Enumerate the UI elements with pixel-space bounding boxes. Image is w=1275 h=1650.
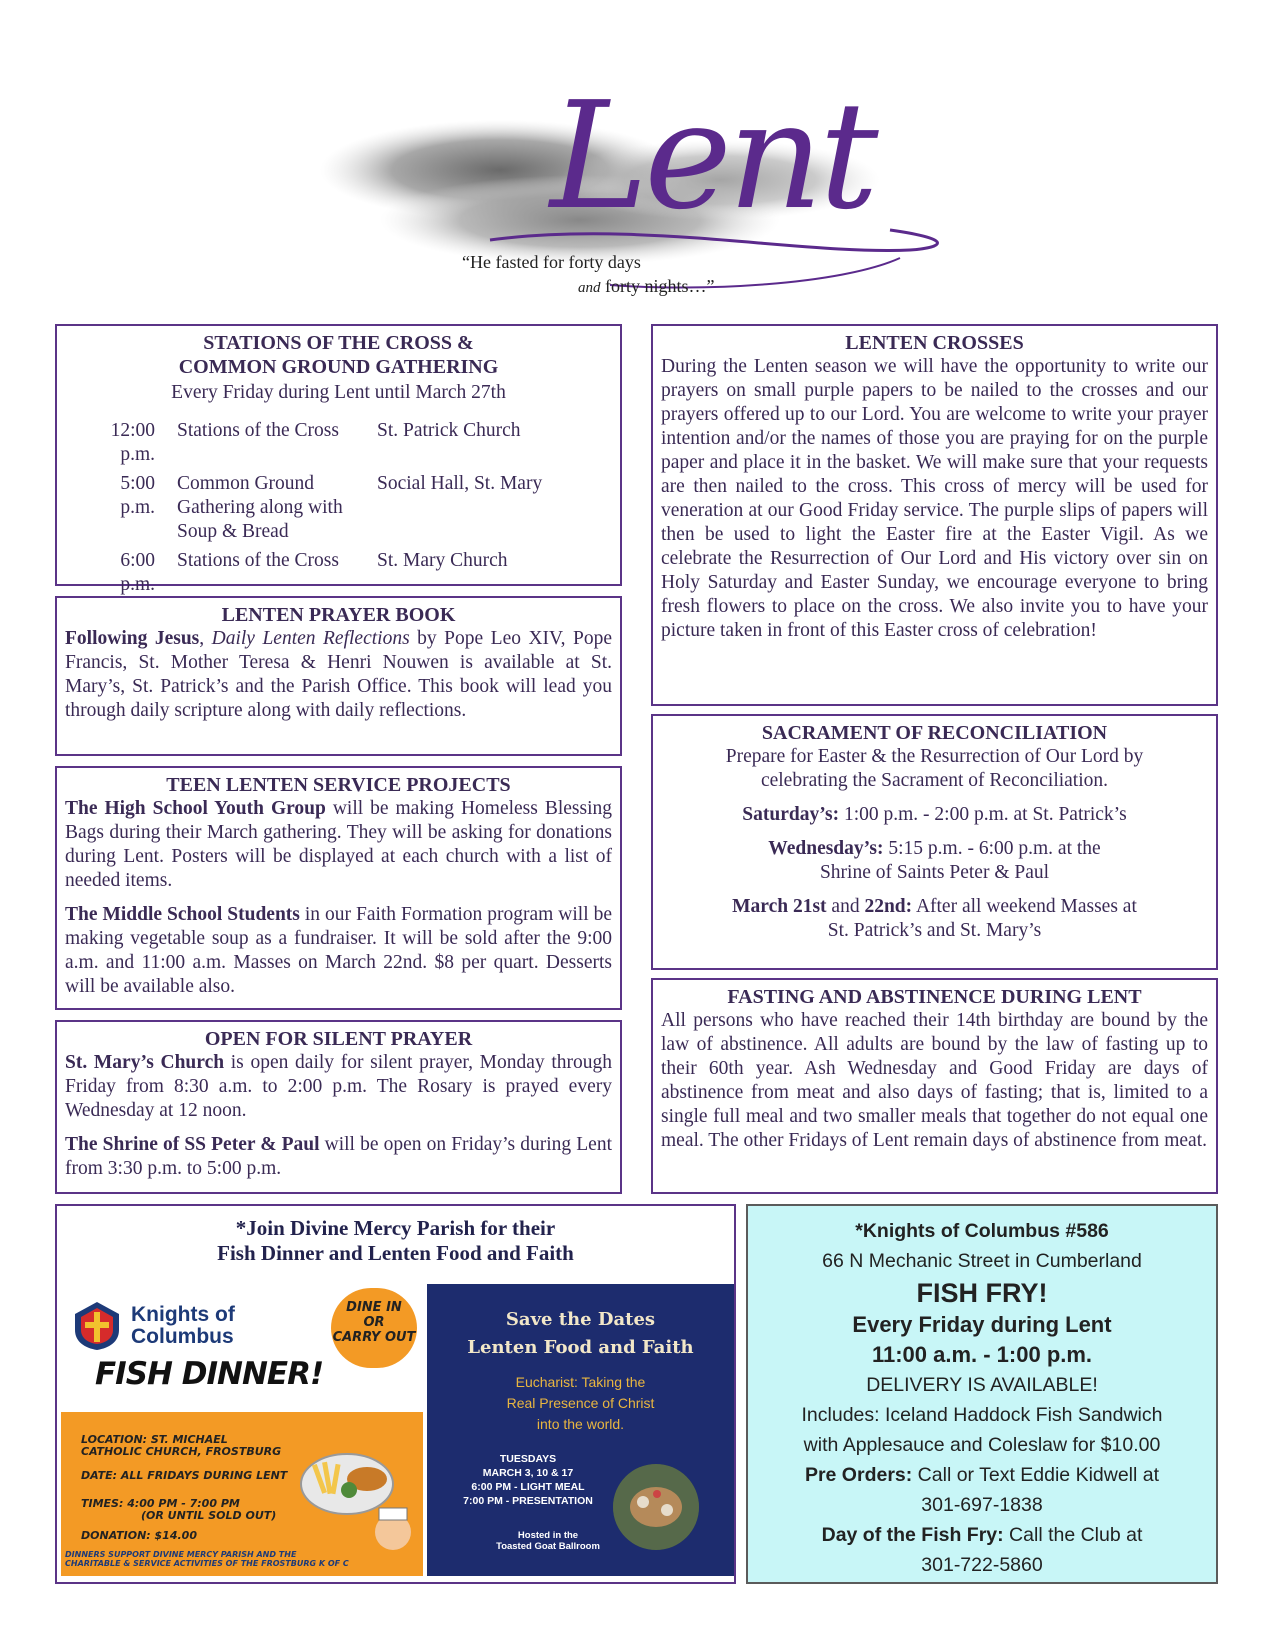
flyer2-presentation: 7:00 PM - PRESENTATION	[463, 1495, 593, 1507]
reconciliation-box	[651, 714, 1218, 970]
schedule-place: St. Patrick Church	[377, 420, 521, 441]
schedule-time: 5:00 p.m.	[120, 473, 155, 518]
recon-wed-label: Wednesday’s:	[768, 838, 884, 859]
recon-march	[661, 895, 1208, 919]
flyer-footer-2: CHARITABLE & SERVICE ACTIVITIES OF THE FROSTBURG K OF C	[65, 1559, 349, 1568]
schedule-event: Stations of the Cross	[177, 420, 339, 441]
flyer2-day: TUESDAYS	[499, 1453, 557, 1465]
flyer-times-2: (OR UNTIL SOLD OUT)	[141, 1509, 277, 1522]
fasting-title: FASTING AND ABSTINENCE DURING LENT	[727, 986, 1142, 1008]
flyer-date: DATE: ALL FRIDAYS DURING LENT	[81, 1469, 288, 1482]
quote-line-2-text: forty nights…”	[600, 276, 715, 296]
silent-p2-bold: The Shrine of SS Peter & Paul	[65, 1134, 320, 1155]
knights-when: Every Friday during Lent	[852, 1312, 1112, 1337]
quote-line-2	[578, 276, 715, 297]
day-of-text: Call the Club at	[1003, 1524, 1143, 1546]
recon-sat-text: 1:00 p.m. - 2:00 p.m. at St. Patrick’s	[839, 804, 1127, 825]
flyer-location-1: LOCATION: ST. MICHAEL	[81, 1433, 228, 1446]
schedule-row	[81, 549, 564, 602]
preorders-text: Call or Text Eddie Kidwell at	[912, 1464, 1160, 1486]
table-photo-illustration	[613, 1464, 699, 1550]
prayer-book-subtitle: Daily Lenten Reflections	[211, 628, 410, 649]
schedule-place: St. Mary Church	[377, 550, 508, 571]
recon-sat-label: Saturday’s:	[742, 804, 840, 825]
silent-paragraph-1	[65, 1051, 612, 1123]
dine-line-1: DINE IN	[346, 1300, 402, 1315]
fasting-box	[651, 978, 1218, 1194]
stations-title-1: STATIONS OF THE CROSS &	[203, 332, 474, 354]
knights-hours: 11:00 a.m. - 1:00 p.m.	[871, 1342, 1093, 1367]
knights-address: 66 N Mechanic Street in Cumberland	[822, 1250, 1142, 1272]
knights-title: *Knights of Columbus #586	[855, 1220, 1109, 1242]
flyer-location-2: CATHOLIC CHURCH, FROSTBURG	[81, 1445, 282, 1458]
flyer2-hosted-1: Hosted in the	[517, 1530, 579, 1541]
stations-title-2: COMMON GROUND GATHERING	[178, 356, 499, 378]
fasting-text: All persons who have reached their 14th birthday are bound by the law of abstinence. All adults are bound by the law of fasting up to their 60th year. Ash Wednesday and Good Friday are days of abstinence from meat and also days of fasting; that is, limited to a single full meal and two smaller meals that together do not equal one meal. The other Fridays of Lent remain days of abstinence from meat.	[661, 1010, 1208, 1151]
lenten-crosses-box	[651, 324, 1218, 706]
schedule-row	[81, 472, 564, 549]
flyer-times	[81, 1498, 276, 1522]
flyer-org-name	[131, 1304, 235, 1348]
flyer2-details	[453, 1452, 603, 1508]
fish-dinner-headline: FISH DINNER!	[95, 1356, 324, 1392]
prayer-book-text: Following Jesus, Daily Lenten Reflections by Pope Leo XIV, Pope Francis, St. Mother Teresa & Henri Nouwen is available at St. Mary’s, St. Patrick’s and the Parish Office. This book will lead you through daily scripture along with daily reflections.	[65, 628, 612, 721]
schedule-row	[81, 419, 564, 472]
preorders-phone: 301-697-1838	[921, 1494, 1043, 1516]
knights-delivery: DELIVERY IS AVAILABLE!	[866, 1374, 1098, 1396]
recon-mar-text-2: St. Patrick’s and St. Mary’s	[827, 920, 1042, 941]
recon-mar-label-2: 22nd:	[864, 896, 913, 917]
flyer-donation: DONATION: $14.00	[81, 1529, 197, 1542]
silent-prayer-box	[55, 1020, 622, 1194]
teen-p2-bold: The Middle School Students	[65, 904, 300, 925]
flyer-org-line-2: Columbus	[131, 1325, 234, 1348]
schedule-event: Common Ground Gathering along with Soup & Bread	[177, 473, 343, 542]
flyer-footer	[65, 1550, 349, 1568]
stations-schedule	[81, 419, 564, 602]
schedule-time: 6:00 p.m.	[120, 550, 155, 595]
preorders-label: Pre Orders:	[804, 1464, 913, 1486]
flyer2-sub-3: into the world.	[536, 1416, 625, 1432]
flyer2-sub-1: Eucharist: Taking the	[515, 1374, 646, 1390]
day-of-label: Day of the Fish Fry:	[821, 1524, 1004, 1546]
prayer-book-box	[55, 596, 622, 756]
knights-includes-1: Includes: Iceland Haddock Fish Sandwich	[801, 1404, 1163, 1426]
flyer2-hosted-2: Toasted Goat Ballroom	[496, 1541, 600, 1552]
flyer2-hosted	[483, 1530, 613, 1552]
teen-p1-bold: The High School Youth Group	[65, 798, 326, 819]
recon-mar-and: and	[826, 896, 865, 917]
quote-and: and	[578, 280, 601, 296]
teen-title: TEEN LENTEN SERVICE PROJECTS	[166, 774, 511, 796]
crosses-text: During the Lenten season we will have the opportunity to write our prayers on small purple papers to be nailed to the crosses and our prayers offered up to our Lord. You are welcome to write your prayer intention and/or the names of those you are praying for on the purple paper and place it in the basket. We will make sure that your requests are then nailed to the cross. This cross of mercy will be used for veneration at our Good Friday service. The purple slips of papers will then be used to light the Easter fire at the Easter Vigil. As we celebrate the Resurrection of Our Lord and His victory over sin on Holy Saturday and Easter Sunday, we encourage everyone to bring fresh flowers to place on the cross. We also invite you to have your picture taken in front of this Easter cross of celebration!	[661, 356, 1208, 641]
prayer-book-name: Following Jesus	[65, 628, 200, 649]
knights-headline: FISH FRY!	[916, 1278, 1048, 1308]
flyer2-title-2: Lenten Food and Faith	[467, 1337, 694, 1358]
lent-title: Lent	[550, 70, 875, 242]
flyer-footer-1: DINNERS SUPPORT DIVINE MERCY PARISH AND THE	[65, 1550, 297, 1559]
flyer2-title-1: Save the Dates	[505, 1309, 656, 1330]
teen-projects-box	[55, 766, 622, 1010]
shared-meal-photo	[613, 1464, 699, 1550]
flyer-location	[81, 1434, 281, 1458]
recon-wed-text-2: Shrine of Saints Peter & Paul	[819, 862, 1050, 883]
day-of-phone: 301-722-5860	[921, 1554, 1043, 1576]
teen-paragraph-2	[65, 903, 612, 999]
recon-saturday	[661, 803, 1208, 827]
knights-includes-2: with Applesauce and Coleslaw for $10.00	[803, 1434, 1161, 1456]
schedule-event: Stations of the Cross	[177, 550, 339, 571]
divine-mercy-box	[55, 1204, 736, 1584]
silent-p1-bold: St. Mary’s Church	[65, 1052, 225, 1073]
stations-box	[55, 324, 622, 595]
flyer2-dates: MARCH 3, 10 & 17	[482, 1467, 574, 1479]
dine-line-3: CARRY OUT	[332, 1330, 416, 1345]
fish-dinner-flyer	[61, 1284, 423, 1576]
silent-paragraph-2	[65, 1133, 612, 1181]
recon-wednesday	[661, 837, 1208, 861]
recon-mar-label: March 21st	[732, 896, 827, 917]
teen-p1-text: will be making Homeless Blessing Bags during their March gathering. They will be asking for donations during Lent. Posters will be displayed at each church with a list of needed items.	[65, 798, 612, 891]
food-and-faith-flyer	[427, 1284, 734, 1576]
schedule-time: 12:00 p.m.	[110, 420, 155, 465]
divine-title-2: Fish Dinner and Lenten Food and Faith	[217, 1241, 574, 1265]
recon-title: SACRAMENT OF RECONCILIATION	[761, 722, 1108, 744]
silent-title: OPEN FOR SILENT PRAYER	[204, 1028, 473, 1050]
lent-header	[320, 70, 960, 305]
knights-preorders	[748, 1460, 1216, 1490]
prayer-book-title: LENTEN PRAYER BOOK	[221, 604, 456, 626]
knights-fish-fry-box	[746, 1204, 1218, 1584]
flyer-org-line-1: Knights of	[131, 1303, 235, 1326]
flyer-times-1: TIMES: 4:00 PM - 7:00 PM	[81, 1497, 240, 1510]
flyer2-meal: 6:00 PM - LIGHT MEAL	[471, 1481, 585, 1493]
quote-line-1: “He fasted for forty days	[462, 252, 641, 272]
flyer2-sub-2: Real Presence of Christ	[506, 1395, 655, 1411]
knights-day-of	[748, 1520, 1216, 1550]
silent-p2-text: will be open on Friday’s during Lent from 3:30 p.m. to 5:00 p.m.	[65, 1134, 612, 1179]
fish-plate-illustration	[297, 1424, 417, 1554]
dine-line-2: OR	[363, 1315, 385, 1330]
stations-subtitle: Every Friday during Lent until March 27th	[171, 382, 506, 403]
recon-wed-text: 5:15 p.m. - 6:00 p.m. at the	[883, 838, 1101, 859]
prayer-book-body: by Pope Leo XIV, Pope Francis, St. Mother Teresa & Henri Nouwen is available at St. Mary’s, St. Patrick’s and the Parish Office. This book will lead you through daily scripture along with daily reflections.	[65, 628, 612, 721]
teen-paragraph-1	[65, 797, 612, 893]
schedule-place: Social Hall, St. Mary	[377, 473, 543, 494]
silent-p1-text: is open daily for silent prayer, Monday through Friday from 8:30 a.m. to 2:00 p.m. The Rosary is prayed every Wednesday at 12 noon.	[65, 1052, 612, 1121]
divine-title-1: *Join Divine Mercy Parish for their	[235, 1216, 556, 1240]
recon-intro-2: celebrating the Sacrament of Reconciliation.	[760, 770, 1109, 791]
crosses-title: LENTEN CROSSES	[845, 332, 1024, 354]
dine-in-badge	[331, 1288, 417, 1368]
teen-p2-text: in our Faith Formation program will be making vegetable soup as a fundraiser. It will be sold after the 9:00 a.m. and 11:00 a.m. Masses on March 22nd. $8 per quart. Desserts will be available also.	[65, 904, 612, 997]
recon-intro-1: Prepare for Easter & the Resurrection of Our Lord by	[725, 746, 1144, 767]
recon-mar-text: After all weekend Masses at	[912, 896, 1137, 917]
knights-emblem-icon	[71, 1300, 123, 1352]
